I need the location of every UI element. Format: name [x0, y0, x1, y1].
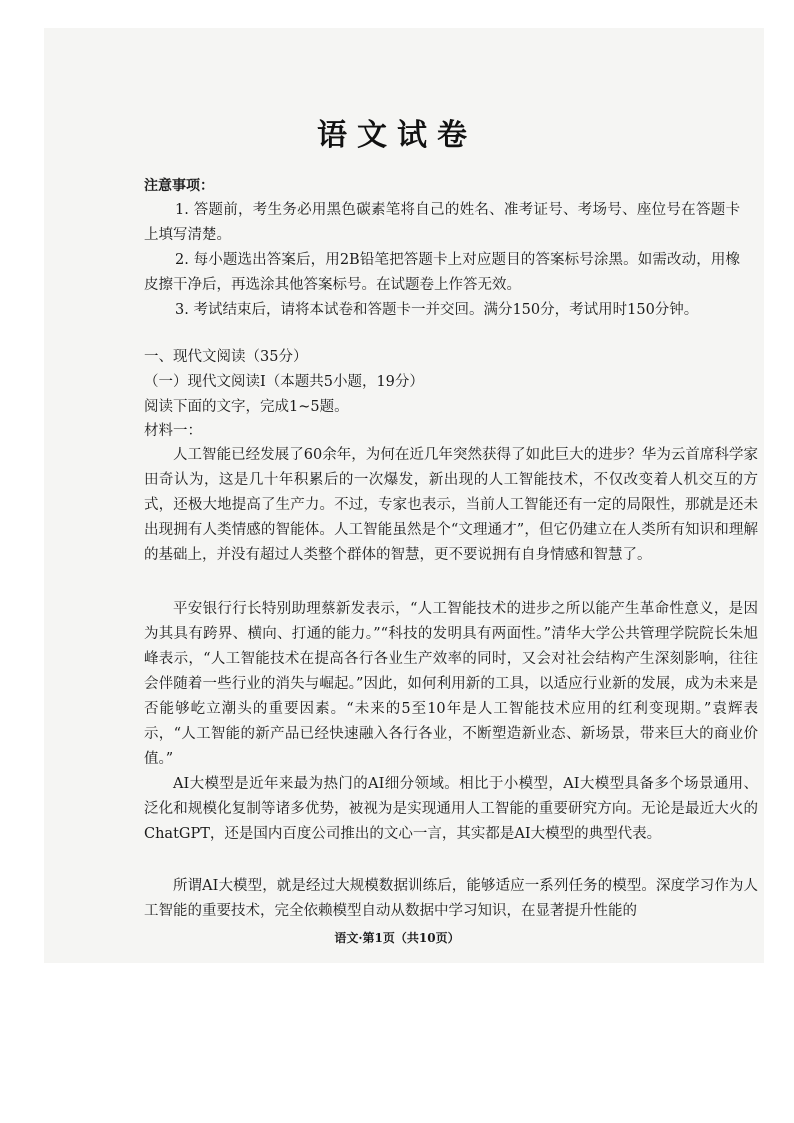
- exam-title: 语文试卷: [317, 118, 477, 153]
- material-paragraph-2: 平安银行行长特别助理蔡新发表示，“人工智能技术的进步之所以能产生革命性意义，是因为其具有跨界、横向、打通的能力。”“科技的发明具有两面性。”清华大学公共管理学院院长朱旭峰表示，“人工智能技术在提高各行各业生产效率的同时，又会对社会结构产生深刻影响，往往会伴随着一些行业的消失与崛起。”因此，如何利用新的工具，以适应行业新的发展，成为未来是否能够屹立潮头的重要因素。“未来的5至10年是人工智能技术应用的红利变现期。”袁辉表示，“人工智能的新产品已经快速融入各行各业，不断塑造新业态、新场景，带来巨大的商业价值。”: [144, 601, 758, 767]
- page-footer: 语文·第1页（共10页）: [334, 931, 460, 945]
- notice-item-3: 3. 考试结束后，请将本试卷和答题卡一并交回。满分150分，考试用时150分钟。: [175, 302, 699, 318]
- section-subheading: （一）现代文阅读Ⅰ（本题共5小题，19分）: [144, 374, 424, 390]
- notice-item-2: 2. 每小题选出答案后，用2B铅笔把答题卡上对应题目的答案标号涂黑。如需改动，用橡皮擦干净后，再选涂其他答案标号。在试题卷上作答无效。: [144, 252, 740, 293]
- material-paragraph-3: AI大模型是近年来最为热门的AI细分领域。相比于小模型，AI大模型具备多个场景通用、泛化和规模化复制等诸多优势，被视为是实现通用人工智能的重要研究方向。无论是最近大火的ChatGPT，还是国内百度公司推出的文心一言，其实都是AI大模型的典型代表。: [144, 776, 758, 842]
- material-paragraph-4: 所谓AI大模型，就是经过大规模数据训练后，能够适应一系列任务的模型。深度学习作为人工智能的重要技术，完全依赖模型自动从数据中学习知识，在显著提升性能的: [144, 878, 758, 919]
- notice-item-1: 1. 答题前，考生务必用黑色碳素笔将自己的姓名、准考证号、考场号、座位号在答题卡上填写清楚。: [144, 202, 740, 243]
- material-paragraph-1: 人工智能已经发展了60余年，为何在近几年突然获得了如此巨大的进步？华为云首席科学家田奇认为，这是几十年积累后的一次爆发，新出现的人工智能技术，不仅改变着人机交互的方式，还极大地提高了生产力。不过，专家也表示，当前人工智能还有一定的局限性，那就是还未出现拥有人类情感的智能体。人工智能虽然是个“文理通才”，但它仍建立在人类所有知识和理解的基础上，并没有超过人类整个群体的智慧，更不要说拥有自身情感和智慧了。: [144, 447, 758, 563]
- notice-heading: 注意事项：: [144, 178, 214, 194]
- reading-instruction: 阅读下面的文字，完成1~5题。: [144, 399, 349, 415]
- material-label: 材料一：: [144, 423, 202, 439]
- section-heading: 一、现代文阅读（35分）: [144, 349, 308, 365]
